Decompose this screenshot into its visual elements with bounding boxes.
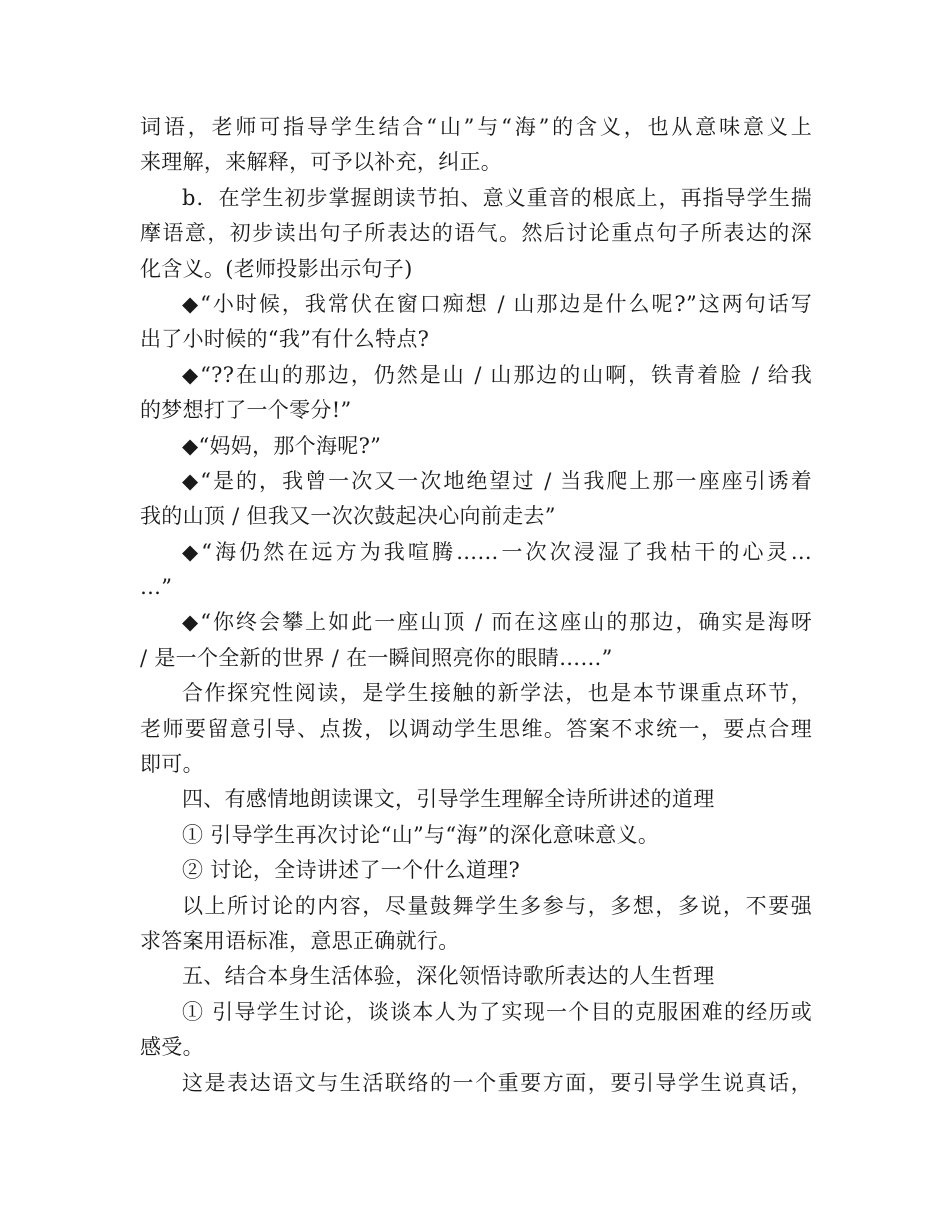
- text-line: 这是表达语文与生活联络的一个重要方面，要引导学生说真话，: [182, 1070, 812, 1095]
- text-line: b．在学生初步掌握朗读节拍、意义重音的根底上，再指导学生揣: [182, 185, 812, 210]
- text-line: 词语，老师可指导学生结合“山”与“海”的含义，也从意味意义上: [140, 115, 812, 139]
- text-line: 求答案用语标准，意思正确就行。: [140, 928, 460, 953]
- text-line: / 是一个全新的世界 / 在一瞬间照亮你的眼睛……”: [140, 645, 613, 670]
- text-line: ◆“海仍然在远方为我喧腾……一次次浸湿了我枯干的心灵…: [182, 539, 812, 564]
- text-line: 来理解，来解释，可予以补充，纠正。: [140, 150, 503, 175]
- text-line: 摩语意，初步读出句子所表达的语气。然后讨论重点句子所表达的深: [140, 221, 812, 246]
- text-line: ◆“是的，我曾一次又一次地绝望过 / 当我爬上那一座座引诱着: [182, 468, 812, 493]
- text-line: ◆“??在山的那边，仍然是山 / 山那边的山啊，铁青着脸 / 给我: [182, 362, 812, 387]
- text-line: 四、有感情地朗读课文，引导学生理解全诗所讲述的道理: [182, 787, 715, 812]
- text-line: ② 讨论，全诗讲述了一个什么道理?: [182, 858, 521, 883]
- text-line: ① 引导学生再次讨论“山”与“海”的深化意味意义。: [182, 822, 660, 847]
- document-body: [140, 110, 812, 1101]
- text-line: 老师要留意引导、点拨，以调动学生思维。答案不求统一，要点合理: [140, 716, 812, 741]
- text-line: 的梦想打了一个零分!”: [140, 398, 352, 423]
- text-line: 出了小时候的“我”有什么特点?: [140, 327, 430, 352]
- text-line: 即可。: [140, 752, 204, 777]
- text-line: ◆“小时候，我常伏在窗口痴想 / 山那边是什么呢?”这两句话写: [182, 291, 812, 316]
- text-line: ◆“你终会攀上如此一座山顶 / 而在这座山的那边，确实是海呀: [182, 610, 812, 635]
- text-lines: [140, 110, 812, 1101]
- text-line: 五、结合本身生活体验，深化领悟诗歌所表达的人生哲理: [182, 964, 715, 989]
- text-line: ◆“妈妈，那个海呢?”: [182, 433, 382, 458]
- text-line: …”: [140, 575, 173, 600]
- text-line: 感受。: [140, 1035, 204, 1060]
- text-line: 化含义。(老师投影出示句子): [140, 256, 413, 281]
- text-line: 以上所讨论的内容，尽量鼓舞学生多参与，多想，多说，不要强: [182, 893, 812, 918]
- text-line: 合作探究性阅读，是学生接触的新学法，也是本节课重点环节，: [182, 681, 812, 706]
- text-line: 我的山顶 / 但我又一次次鼓起决心向前走去”: [140, 504, 556, 529]
- text-line: ① 引导学生讨论，谈谈本人为了实现一个目的克服困难的经历或: [182, 999, 812, 1024]
